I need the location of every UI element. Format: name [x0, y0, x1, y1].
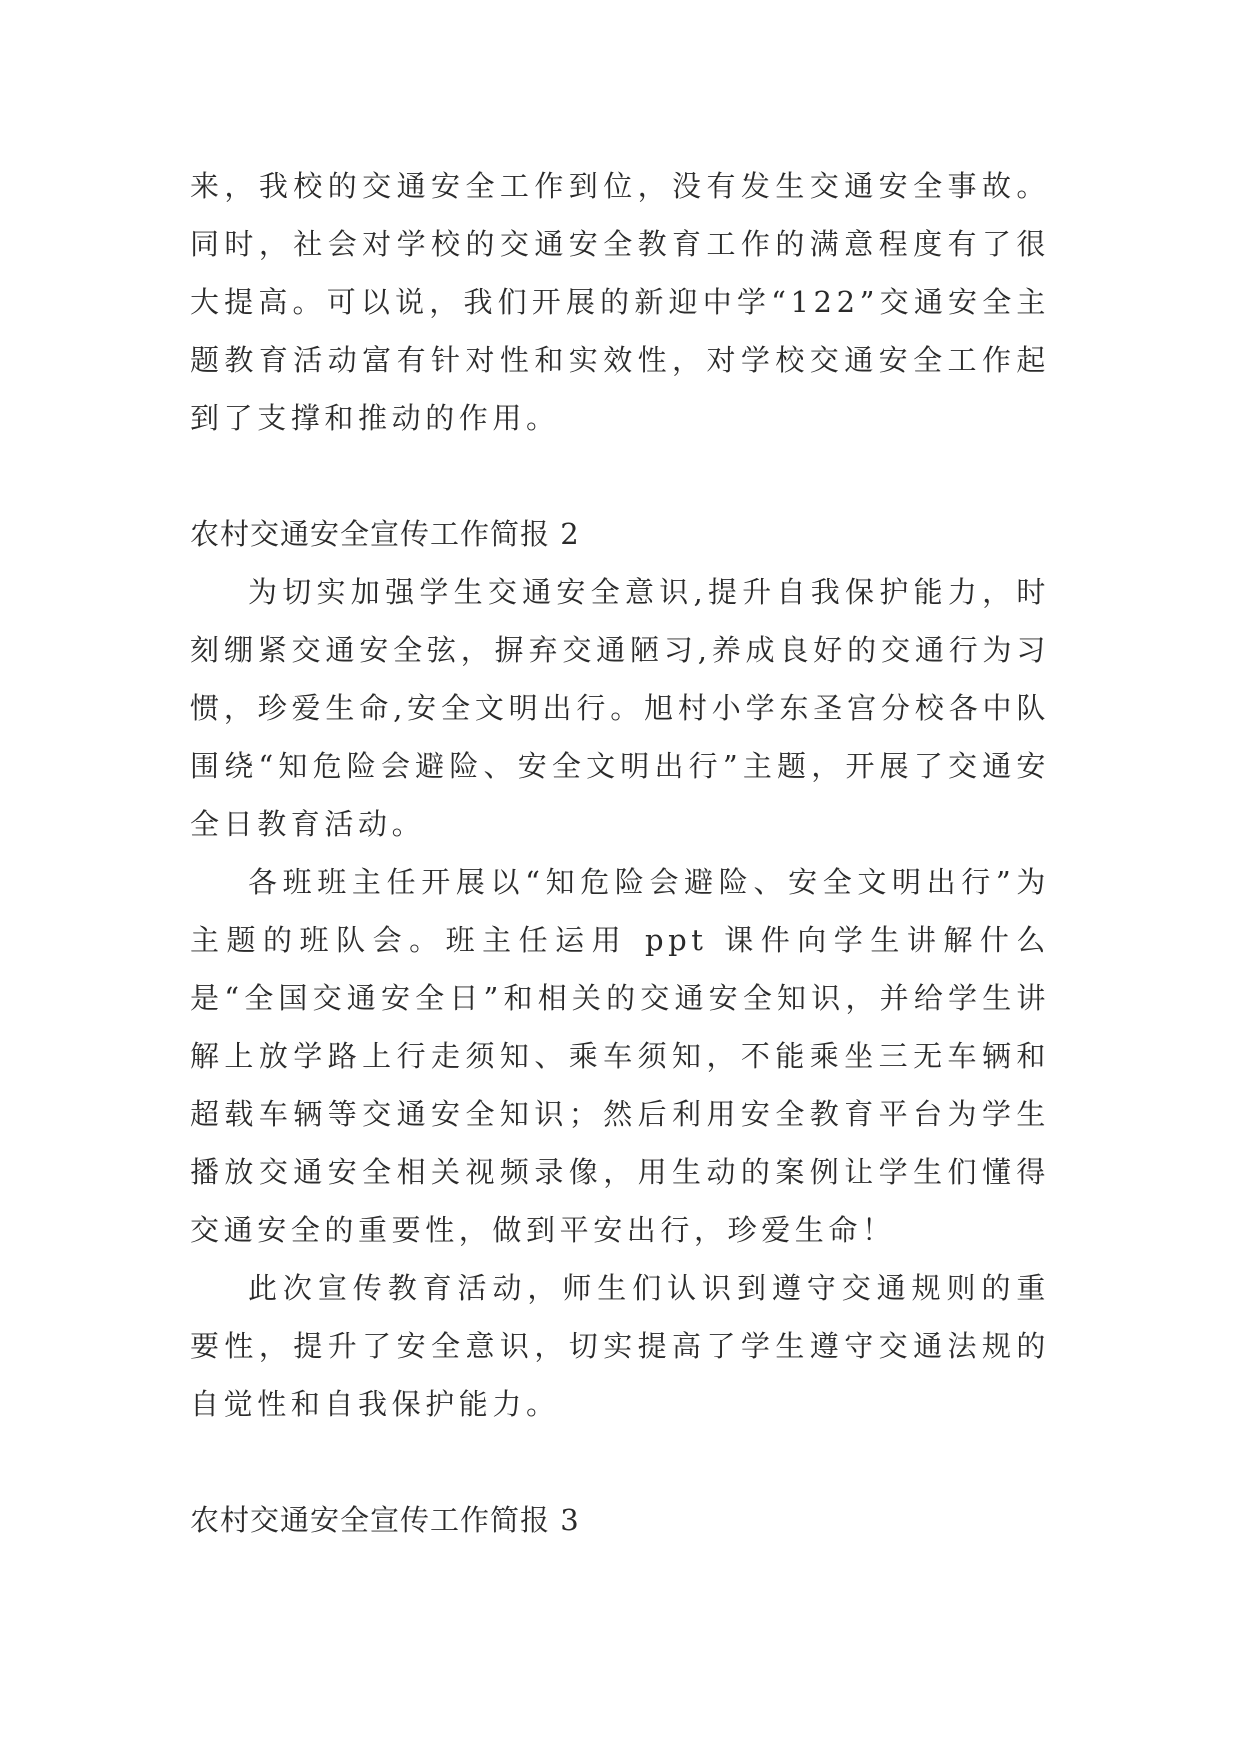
section-spacer — [190, 1433, 1050, 1491]
section-2-paragraph-2: 各班班主任开展以“知危险会避险、安全文明出行”为主题的班队会。班主任运用 ppt 课件向学生讲解什么是“全国交通安全日”和相关的交通安全知识，并给学生讲解上放学路上行走须知、乘车须知，不能乘坐三无车辆和超载车辆等交通安全知识；然后利用安全教育平台为学生播放交通安全相关视频录像，用生动的案例让学生们懂得交通安全的重要性，做到平安出行，珍爱生命！ — [190, 865, 1050, 1247]
intro-paragraph: 来，我校的交通安全工作到位，没有发生交通安全事故。同时，社会对学校的交通安全教育工作的满意程度有了很大提高。可以说，我们开展的新迎中学“122”交通安全主题教育活动富有针对性和实效性，对学校交通安全工作起到了支撑和推动的作用。 — [190, 169, 1050, 435]
section-spacer — [190, 447, 1050, 505]
section-2-paragraph-3: 此次宣传教育活动，师生们认识到遵守交通规则的重要性，提升了安全意识，切实提高了学生遵守交通法规的自觉性和自我保护能力。 — [190, 1271, 1050, 1421]
section-2-title: 农村交通安全宣传工作简报 2 — [190, 517, 580, 551]
document-body — [190, 157, 1050, 1549]
section-3-title: 农村交通安全宣传工作简报 3 — [190, 1503, 580, 1537]
section-2-paragraph-1: 为切实加强学生交通安全意识,提升自我保护能力，时刻绷紧交通安全弦，摒弃交通陋习,养成良好的交通行为习惯，珍爱生命,安全文明出行。旭村小学东圣宫分校各中队围绕“知危险会避险、安全文明出行”主题，开展了交通安全日教育活动。 — [190, 575, 1050, 841]
